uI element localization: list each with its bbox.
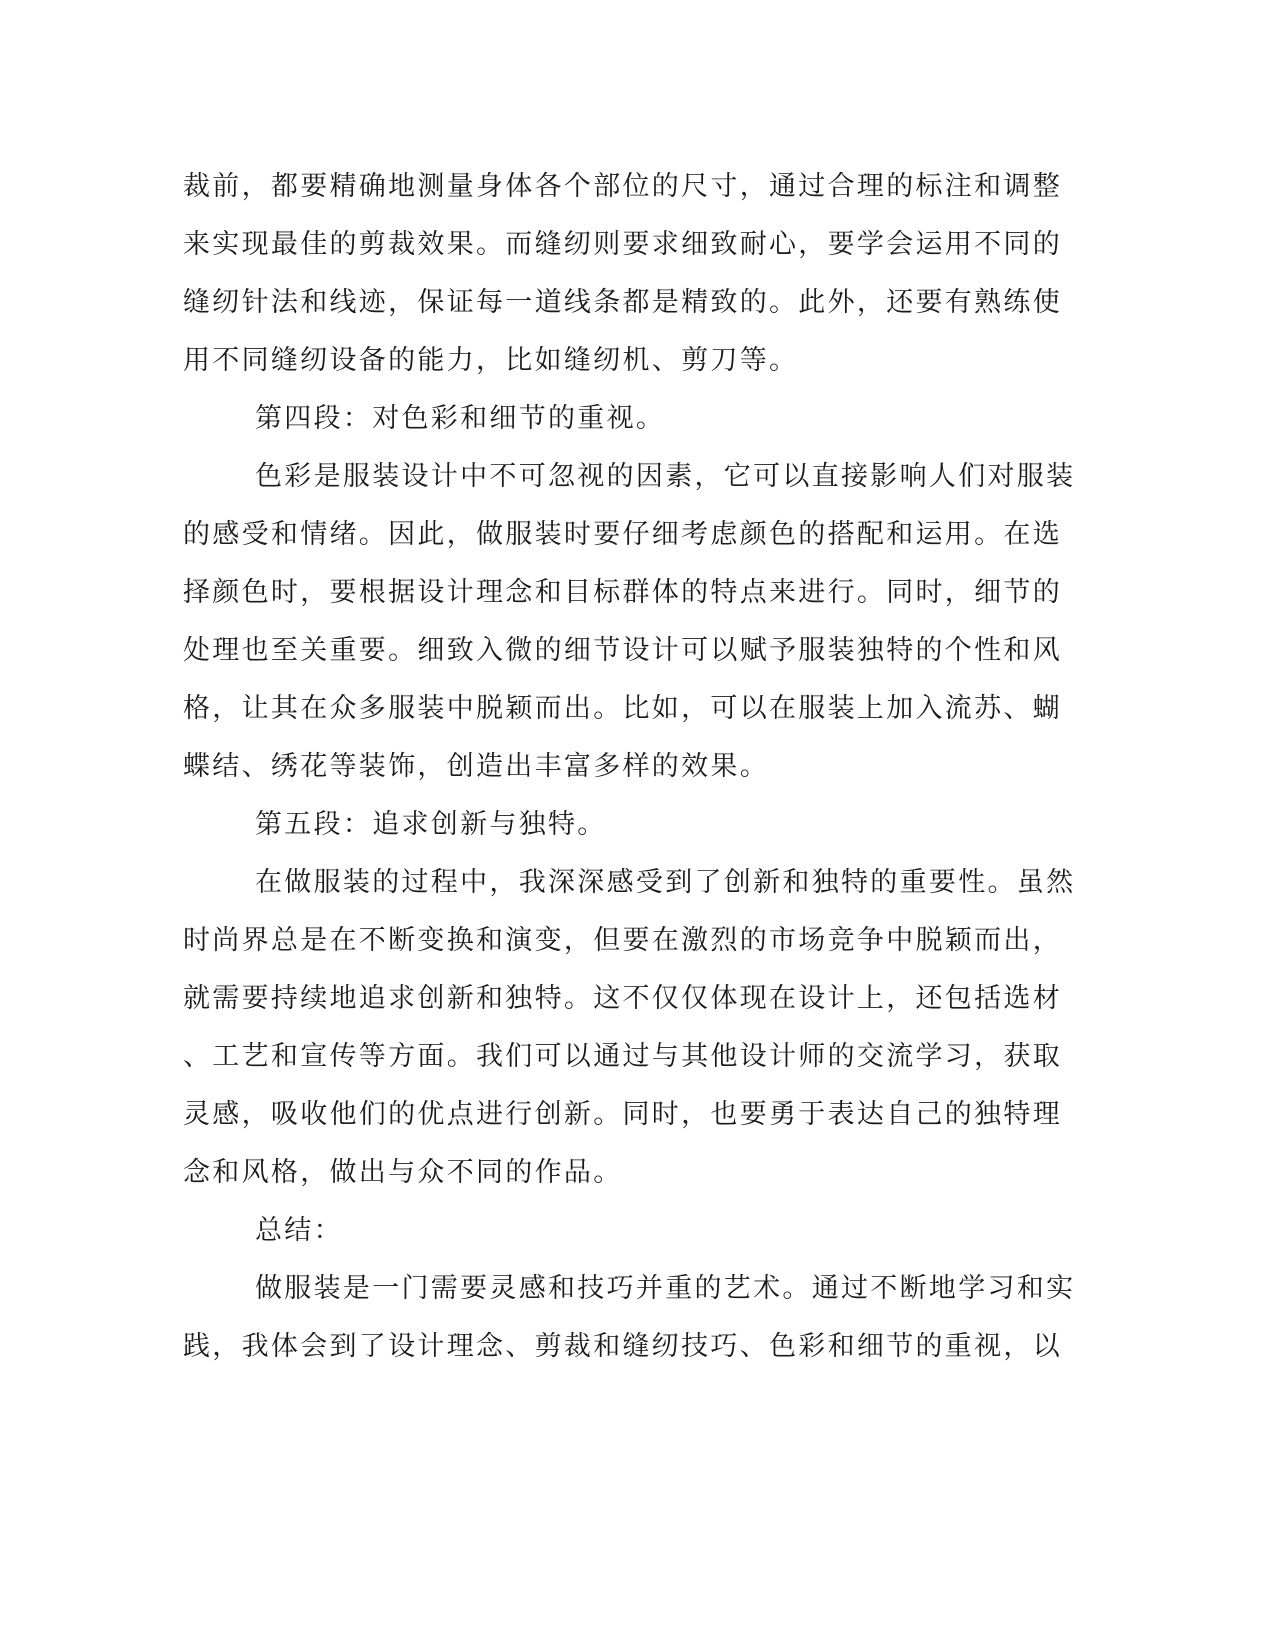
text-line: 灵感，吸收他们的优点进行创新。同时，也要勇于表达自己的独特理 xyxy=(183,1099,1062,1130)
paragraph-summary xyxy=(183,1260,1076,1376)
text-line: 来实现最佳的剪裁效果。而缝纫则要求细致耐心，要学会运用不同的 xyxy=(183,229,1062,260)
text-line: 用不同缝纫设备的能力，比如缝纫机、剪刀等。 xyxy=(183,345,799,376)
text-line: 时尚界总是在不断变换和演变，但要在激烈的市场竞争中脱颖而出， xyxy=(183,925,1062,956)
text-line: 蝶结、绣花等装饰，创造出丰富多样的效果。 xyxy=(183,751,769,782)
paragraph-color-detail xyxy=(183,448,1076,796)
text-line: 就需要持续地追求创新和独特。这不仅仅体现在设计上，还包括选材 xyxy=(183,983,1062,1014)
summary-heading xyxy=(183,1202,1053,1260)
text-line: 择颜色时，要根据设计理念和目标群体的特点来进行。同时，细节的 xyxy=(183,577,1062,608)
text-line: 念和风格，做出与众不同的作品。 xyxy=(183,1157,623,1188)
text-line: 处理也至关重要。细致入微的细节设计可以赋予服装独特的个性和风 xyxy=(183,635,1062,666)
text-line: 格，让其在众多服装中脱颖而出。比如，可以在服装上加入流苏、蝴 xyxy=(183,693,1062,724)
text-line: 做服装是一门需要灵感和技巧并重的艺术。通过不断地学习和实 xyxy=(255,1273,1076,1304)
section-heading-5 xyxy=(183,796,1053,854)
text-line: 缝纫针法和线迹，保证每一道线条都是精致的。此外，还要有熟练使 xyxy=(183,287,1062,318)
text-line: 色彩是服装设计中不可忽视的因素，它可以直接影响人们对服装 xyxy=(255,461,1076,492)
section-heading-4 xyxy=(183,390,1053,448)
paragraph-innovation xyxy=(183,854,1076,1202)
body-text xyxy=(183,158,1076,1376)
paragraph-cutting-sewing xyxy=(183,158,1062,390)
heading-text: 总结： xyxy=(255,1215,343,1246)
heading-text: 第四段：对色彩和细节的重视。 xyxy=(255,403,666,434)
text-line: 的感受和情绪。因此，做服装时要仔细考虑颜色的搭配和运用。在选 xyxy=(183,519,1062,550)
text-line: 践，我体会到了设计理念、剪裁和缝纫技巧、色彩和细节的重视，以 xyxy=(183,1331,1062,1362)
text-line: 、工艺和宣传等方面。我们可以通过与其他设计师的交流学习，获取 xyxy=(183,1041,1062,1072)
heading-text: 第五段：追求创新与独特。 xyxy=(255,809,607,840)
text-line: 在做服装的过程中，我深深感受到了创新和独特的重要性。虽然 xyxy=(255,867,1076,898)
text-line: 裁前，都要精确地测量身体各个部位的尺寸，通过合理的标注和调整 xyxy=(183,171,1062,202)
